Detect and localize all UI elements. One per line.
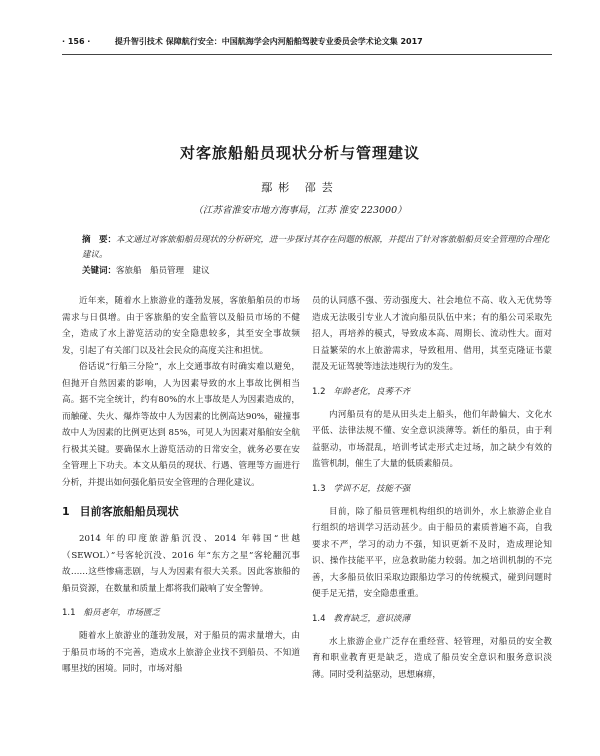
keywords-text: 客旅船 船员管理 建议 — [116, 266, 210, 276]
section-1-title: 目前客旅船船员现状 — [79, 505, 179, 518]
subsection-1-4-number: 1.4 — [312, 613, 326, 624]
article-title: 对客旅船船员现状分析与管理建议 — [179, 144, 420, 162]
author-affiliation: （江苏省淮安市地方海事局，江苏 淮安 223000） — [193, 205, 407, 216]
intro-paragraph-2: 俗话说“行船三分险”，水上交通事故有时确实难以避免，但抛开自然因素的影响，人为因素导致的水上事故比例相当高。据不完全统计，约有80%的水上事故是人为因素造成的，而触碰、失火、爆炸等故中人为因素的比例高达90%，碰撞事故中人为因素的比例更达到 85%，可见人为因素对船舶安全航行极其关键。要确保水上游览活动的日常安全，就务必要在安全管理上下功夫。本文从船员的现状、行遇、管理等方面进行分析，并提出如何强化船员安全管理的合理化建议。 — [62, 362, 300, 488]
section-1-number: 1 — [62, 505, 70, 518]
article-authors: 鄢彬 邵芸 — [261, 181, 339, 194]
section-1-paragraph: 2014 年的印度旅游船沉没、2014 年韩国“世越（SEWOL）”号客轮沉没、2016 年“东方之星”客轮翻沉事故……这些惨痛悲剧，与人为因素有很大关系。因此客旅船的船员资源，在数量和质量上都将我们敲响了安全警钟。 — [62, 534, 300, 594]
subsection-1-1-paragraph: 随着水上旅游业的蓬勃发展，对于船员的需求量增大，由于船员市场的不完善，造成水上旅游企业找不到船员、不知道哪里找的困境。同时，市场对船 — [62, 631, 300, 674]
intro-paragraph-1: 近年来，随着水上旅游业的蓬勃发展，客旅船舶员的市场需求与日俱增。由于客旅船的安全监管以及船员市场的不健全，造成了水上游览活动的安全隐患较多，其至安全事故频发，引起了有关部门以及社会民众的高度关注和担忧。 — [62, 296, 300, 356]
subsection-1-3-number: 1.3 — [312, 483, 326, 494]
abstract-text: 本文通过对客旅船船员现状的分析研究，进一步探讨其存在问题的根源，并提出了针对客旅船船员安全管理的合理化建议。 — [82, 235, 550, 260]
subsection-1-4-title: 教育缺乏，意识淡薄 — [333, 613, 411, 624]
subsection-1-1-title: 船员老年，市场匮乏 — [83, 608, 161, 618]
continued-paragraph: 员的认同感不强、劳动强度大、社会地位不高、收入无优势等造成无法吸引专业人才流向船员队伍中来；有的船公司采取先招人，再培养的模式，导致成本高、周期长、流动性大。面对日益繁荣的水上旅游需求，导致租用、借用，其至克隆证书蒙混及无证驾驶等违法违规行为的发生。 — [312, 296, 552, 372]
subsection-1-4-heading — [312, 612, 552, 626]
keywords — [82, 264, 550, 279]
left-column — [62, 293, 300, 678]
subsection-1-2-number: 1.2 — [312, 386, 326, 397]
subsection-1-1-number: 1.1 — [62, 608, 76, 618]
right-column — [312, 293, 552, 683]
subsection-1-2-title: 年龄老化，良莠不齐 — [333, 386, 411, 397]
page-number: · 156 · — [62, 37, 91, 46]
keywords-label: 关键词： — [82, 266, 117, 276]
subsection-1-3-title: 学训不足，技能不强 — [333, 483, 411, 494]
running-header — [62, 36, 552, 48]
running-title: 提升智引技术 保障航行安全：中国航海学会内河船舶驾驶专业委员会学术论文集 2017 — [114, 37, 423, 46]
subsection-1-4-paragraph: 水上旅游企业广泛存在重经营、轻管理，对船员的安全教育和职业教育更是缺乏，造成了船员安全意识和服务意识淡薄。同时受利益驱动，思想麻痹， — [312, 636, 552, 680]
subsection-1-2-paragraph: 内河船员有的是从田头走上船头，他们年龄偏大、文化水平低、法律法规不懂、安全意识淡薄等。新任的船员，由于利益驱动，市场混乱，培训考试走形式走过场，加之缺少有效的监管机制，催生了大量的低质素船员。 — [312, 409, 552, 469]
abstract — [82, 233, 550, 263]
section-1-heading — [62, 503, 300, 521]
abstract-label: 摘 要： — [82, 235, 117, 245]
header-divider — [62, 54, 552, 55]
subsection-1-2-heading — [312, 385, 552, 399]
subsection-1-1-heading — [62, 606, 300, 620]
subsection-1-3-paragraph: 目前，除了船员管理机构组织的培训外，水上旅游企业自行组织的培训学习活动甚少。由于船员的素质普遍不高，自我要求不严，学习的动力不强，知识更新不及时，造成理论知识、操作技能平平，应急救助能力较弱。加之培训机制的不完善，大多船员依旧采取边跟船边学习的传统模式，碰到问题时便手足无措，安全隐患重重。 — [312, 506, 552, 599]
subsection-1-3-heading — [312, 482, 552, 496]
